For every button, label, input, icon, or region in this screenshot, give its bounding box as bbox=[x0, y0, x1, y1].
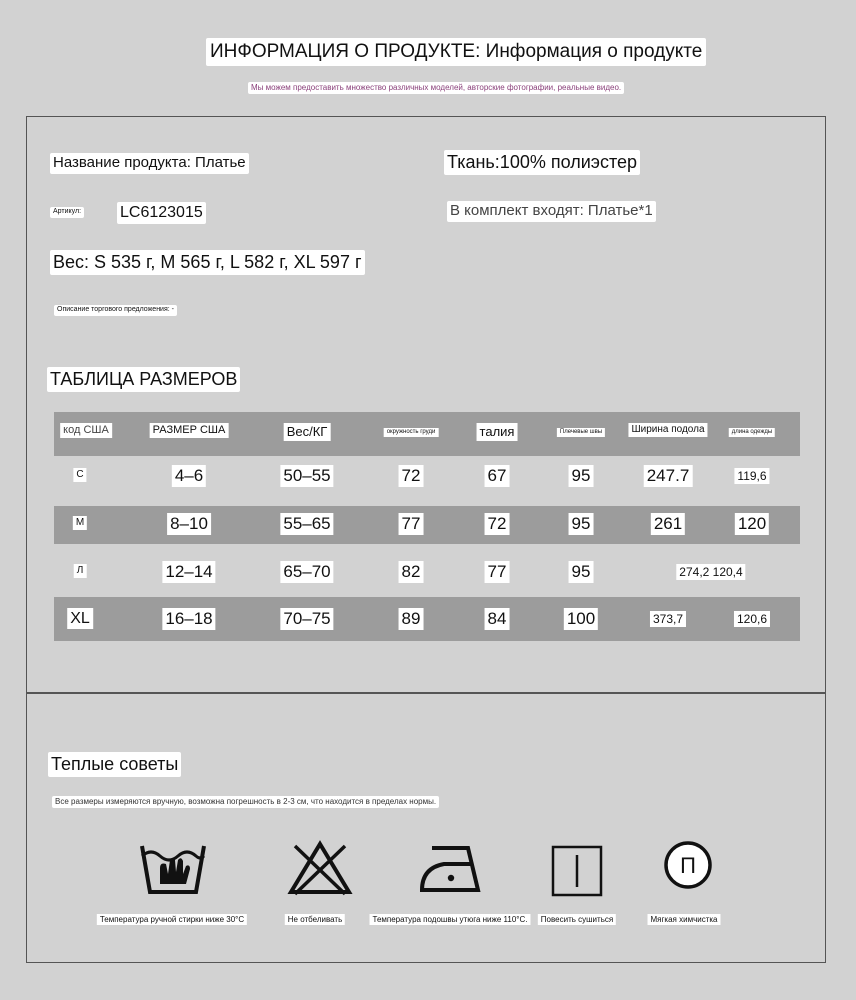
size-table-cell: 67 bbox=[485, 465, 510, 487]
size-table-cell: 95 bbox=[569, 561, 594, 583]
size-table-cell: 120,6 bbox=[734, 611, 770, 627]
size-table-cell: 72 bbox=[399, 465, 424, 487]
dry-clean-p-icon bbox=[661, 838, 715, 892]
size-table-row-band bbox=[54, 506, 800, 544]
hang-dry-icon bbox=[551, 845, 603, 897]
tips-title: Теплые советы bbox=[48, 752, 181, 777]
size-table-cell: 373,7 bbox=[650, 611, 686, 627]
package-contents: В комплект входят: Платье*1 bbox=[447, 201, 656, 222]
size-table-cell: 120 bbox=[735, 513, 769, 535]
page-title: ИНФОРМАЦИЯ О ПРОДУКТЕ: Информация о продукте bbox=[206, 38, 706, 66]
size-table-cell: 16–18 bbox=[162, 608, 215, 630]
size-table-cell: 70–75 bbox=[280, 608, 333, 630]
size-table-cell: 95 bbox=[569, 465, 594, 487]
size-table-header-cell: талия bbox=[477, 423, 518, 441]
size-table-header-cell: Плечевые швы bbox=[557, 428, 605, 437]
size-table-cell: 72 bbox=[485, 513, 510, 535]
care-caption: Повесить сушиться bbox=[538, 914, 616, 925]
size-table-cell: 100 bbox=[564, 608, 598, 630]
size-table-header-cell: длина одежды bbox=[729, 428, 775, 437]
size-table-header-cell: РАЗМЕР США bbox=[150, 423, 229, 438]
hand-wash-icon bbox=[138, 838, 208, 896]
size-table-cell: 4–6 bbox=[172, 465, 206, 487]
size-table-header-cell: Вес/КГ bbox=[284, 423, 331, 441]
product-fabric: Ткань:100% полиэстер bbox=[444, 150, 640, 175]
size-table-cell: 119,6 bbox=[734, 468, 769, 484]
article-label: Артикул: bbox=[50, 207, 84, 218]
article-value: LC6123015 bbox=[117, 202, 206, 224]
svg-text:П: П bbox=[680, 853, 696, 878]
tips-note: Все размеры измеряются вручную, возможна погрешность в 2-3 см, что находится в пределах нормы. bbox=[52, 796, 439, 808]
size-table-cell: 82 bbox=[399, 561, 424, 583]
size-table-header-cell: код США bbox=[60, 423, 112, 438]
care-caption: Мягкая химчистка bbox=[648, 914, 721, 925]
size-table-cell: 84 bbox=[485, 608, 510, 630]
size-table-header-cell: Ширина подола bbox=[628, 423, 707, 437]
size-table-cell: 8–10 bbox=[167, 513, 211, 535]
size-table-cell: 65–70 bbox=[280, 561, 333, 583]
product-name: Название продукта: Платье bbox=[50, 153, 249, 174]
size-table-cell: 274,2 120,4 bbox=[676, 564, 745, 580]
size-table-cell: 95 bbox=[569, 513, 594, 535]
size-table-cell: 77 bbox=[485, 561, 510, 583]
iron-low-icon bbox=[418, 842, 484, 894]
size-table-header-cell: окружность груди bbox=[384, 428, 439, 437]
size-table-cell: 261 bbox=[651, 513, 685, 535]
size-table-cell: 247.7 bbox=[644, 465, 693, 487]
product-weight: Вес: S 535 г, M 565 г, L 582 г, XL 597 г bbox=[50, 250, 365, 275]
size-table-cell: 12–14 bbox=[162, 561, 215, 583]
size-table-cell: 77 bbox=[399, 513, 424, 535]
size-table-cell: 55–65 bbox=[280, 513, 333, 535]
size-table-title: ТАБЛИЦА РАЗМЕРОВ bbox=[47, 367, 240, 392]
size-table-cell: Л bbox=[74, 564, 87, 578]
size-table-cell: 89 bbox=[399, 608, 424, 630]
page-subtitle: Мы можем предоставить множество различных моделей, авторские фотографии, реальные видео. bbox=[248, 82, 624, 94]
care-caption: Не отбеливать bbox=[285, 914, 345, 925]
offer-description: Описание торгового предложения: - bbox=[54, 305, 177, 316]
size-table-cell: XL bbox=[67, 608, 93, 629]
care-caption: Температура ручной стирки ниже 30°C bbox=[97, 914, 247, 925]
size-table-cell: 50–55 bbox=[280, 465, 333, 487]
no-bleach-icon bbox=[287, 840, 353, 896]
size-table-cell: С bbox=[73, 468, 86, 482]
care-caption: Температура подошвы утюга ниже 110°C. bbox=[370, 914, 531, 925]
size-table-cell: М bbox=[73, 516, 87, 530]
